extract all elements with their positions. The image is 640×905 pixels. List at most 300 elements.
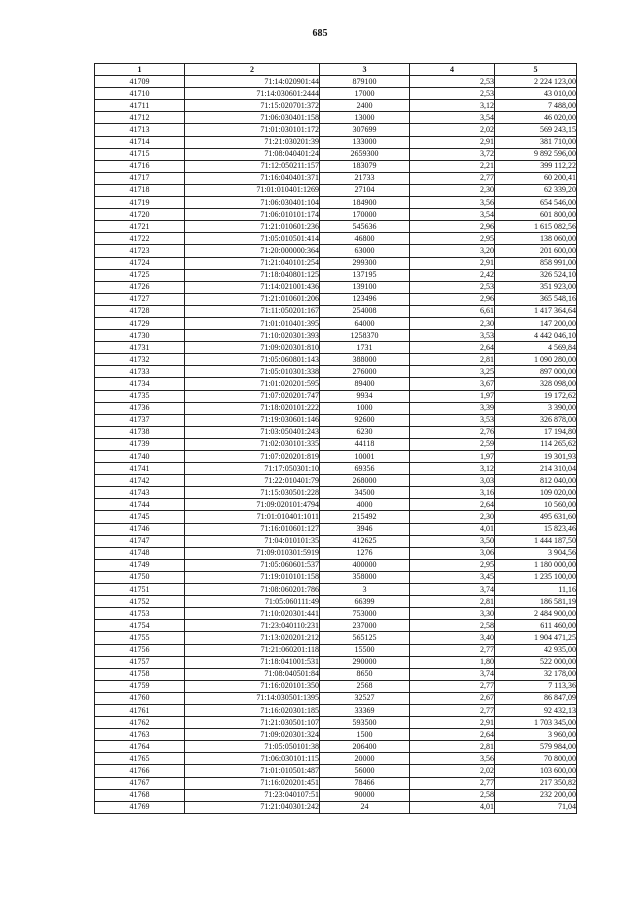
rate-cell: 2,77 (410, 172, 495, 184)
cadastral-value-cell: 812 040,00 (495, 475, 577, 487)
cadastral-value-cell: 611 460,00 (495, 620, 577, 632)
rate-cell: 2,95 (410, 559, 495, 571)
row-number-cell: 41730 (95, 330, 185, 342)
cadastral-value-cell: 11,16 (495, 584, 577, 596)
area-cell: 21733 (320, 172, 410, 184)
rate-cell: 2,58 (410, 620, 495, 632)
cadastral-number-cell: 71:19:010101:158 (185, 571, 320, 583)
cadastral-number-cell: 71:18:020101:222 (185, 402, 320, 414)
cadastral-number-cell: 71:09:020301:810 (185, 342, 320, 354)
table-row (95, 426, 577, 438)
column-header-2: 2 (185, 64, 320, 76)
cadastral-number-cell: 71:02:030101:335 (185, 438, 320, 450)
rate-cell: 1,80 (410, 656, 495, 668)
cadastral-number-cell: 71:01:010401:395 (185, 317, 320, 329)
cadastral-number-cell: 71:05:060111:49 (185, 596, 320, 608)
table-row (95, 523, 577, 535)
rate-cell: 3,74 (410, 584, 495, 596)
table-row (95, 172, 577, 184)
table-row (95, 221, 577, 233)
area-cell: 412625 (320, 535, 410, 547)
row-number-cell: 41741 (95, 463, 185, 475)
cadastral-number-cell: 71:23:040107:51 (185, 789, 320, 801)
area-cell: 69356 (320, 463, 410, 475)
cadastral-value-cell: 858 991,00 (495, 257, 577, 269)
row-number-cell: 41747 (95, 535, 185, 547)
cadastral-value-cell: 326 524,10 (495, 269, 577, 281)
cadastral-value-cell: 201 600,00 (495, 245, 577, 257)
cadastral-number-cell: 71:21:010601:206 (185, 293, 320, 305)
table-row (95, 88, 577, 100)
table-row (95, 571, 577, 583)
area-cell: 139100 (320, 281, 410, 293)
cadastral-value-cell: 1 703 345,00 (495, 717, 577, 729)
rate-cell: 3,20 (410, 245, 495, 257)
rate-cell: 1,97 (410, 390, 495, 402)
table-row (95, 584, 577, 596)
area-cell: 879100 (320, 76, 410, 88)
row-number-cell: 41769 (95, 801, 185, 813)
cadastral-number-cell: 71:10:020301:393 (185, 330, 320, 342)
row-number-cell: 41729 (95, 317, 185, 329)
area-cell: 545636 (320, 221, 410, 233)
rate-cell: 2,77 (410, 704, 495, 716)
cadastral-value-cell: 19 301,93 (495, 451, 577, 463)
row-number-cell: 41709 (95, 76, 185, 88)
table-row (95, 269, 577, 281)
rate-cell: 4,01 (410, 523, 495, 535)
area-cell: 565125 (320, 632, 410, 644)
rate-cell: 2,91 (410, 136, 495, 148)
cadastral-number-cell: 71:14:030601:2444 (185, 88, 320, 100)
table-row (95, 559, 577, 571)
table-row (95, 378, 577, 390)
area-cell: 66399 (320, 596, 410, 608)
table-row (95, 717, 577, 729)
cadastral-value-cell: 9 892 596,00 (495, 148, 577, 160)
cadastral-value-cell: 897 000,00 (495, 366, 577, 378)
rate-cell: 3,56 (410, 197, 495, 209)
cadastral-number-cell: 71:01:030101:172 (185, 124, 320, 136)
area-cell: 593500 (320, 717, 410, 729)
table-row (95, 197, 577, 209)
table-row (95, 463, 577, 475)
cadastral-number-cell: 71:01:010501:487 (185, 765, 320, 777)
rate-cell: 2,81 (410, 741, 495, 753)
rate-cell: 2,30 (410, 511, 495, 523)
table-row (95, 342, 577, 354)
rate-cell: 3,12 (410, 463, 495, 475)
table-row (95, 293, 577, 305)
area-cell: 20000 (320, 753, 410, 765)
area-cell: 64000 (320, 317, 410, 329)
table-row (95, 281, 577, 293)
cadastral-number-cell: 71:05:050101:38 (185, 741, 320, 753)
cadastral-number-cell: 71:20:000000:364 (185, 245, 320, 257)
row-number-cell: 41740 (95, 451, 185, 463)
area-cell: 184900 (320, 197, 410, 209)
row-number-cell: 41735 (95, 390, 185, 402)
table-row (95, 547, 577, 559)
table-row (95, 112, 577, 124)
rate-cell: 6,61 (410, 305, 495, 317)
area-cell: 254008 (320, 305, 410, 317)
rate-cell: 3,67 (410, 378, 495, 390)
area-cell: 1258370 (320, 330, 410, 342)
table-row (95, 354, 577, 366)
area-cell: 358000 (320, 571, 410, 583)
cadastral-number-cell: 71:22:010401:79 (185, 475, 320, 487)
area-cell: 32527 (320, 692, 410, 704)
area-cell: 1731 (320, 342, 410, 354)
table-row (95, 741, 577, 753)
row-number-cell: 41717 (95, 172, 185, 184)
table-row (95, 765, 577, 777)
cadastral-number-cell: 71:19:030601:146 (185, 414, 320, 426)
table-row (95, 402, 577, 414)
row-number-cell: 41757 (95, 656, 185, 668)
cadastral-value-cell: 92 432,13 (495, 704, 577, 716)
row-number-cell: 41758 (95, 668, 185, 680)
area-cell: 307699 (320, 124, 410, 136)
cadastral-number-cell: 71:21:040301:242 (185, 801, 320, 813)
rate-cell: 2,64 (410, 729, 495, 741)
row-number-cell: 41718 (95, 184, 185, 196)
cadastral-number-cell: 71:05:060801:143 (185, 354, 320, 366)
area-cell: 44118 (320, 438, 410, 450)
row-number-cell: 41731 (95, 342, 185, 354)
cadastral-value-cell: 1 904 471,25 (495, 632, 577, 644)
row-number-cell: 41746 (95, 523, 185, 535)
cadastral-value-cell: 3 390,00 (495, 402, 577, 414)
table-row (95, 680, 577, 692)
table-row (95, 753, 577, 765)
area-cell: 9934 (320, 390, 410, 402)
cadastral-number-cell: 71:09:020301:324 (185, 729, 320, 741)
cadastral-number-cell: 71:18:040801:125 (185, 269, 320, 281)
rate-cell: 3,40 (410, 632, 495, 644)
row-number-cell: 41756 (95, 644, 185, 656)
cadastral-number-cell: 71:15:020701:372 (185, 100, 320, 112)
area-cell: 3 (320, 584, 410, 596)
cadastral-value-cell: 3 960,00 (495, 729, 577, 741)
cadastral-number-cell: 71:14:020901:44 (185, 76, 320, 88)
cadastral-value-cell: 46 020,00 (495, 112, 577, 124)
cadastral-value-cell: 70 800,00 (495, 753, 577, 765)
table-row (95, 438, 577, 450)
cadastral-number-cell: 71:07:020201:819 (185, 451, 320, 463)
table-row (95, 608, 577, 620)
row-number-cell: 41716 (95, 160, 185, 172)
rate-cell: 2,02 (410, 124, 495, 136)
row-number-cell: 41765 (95, 753, 185, 765)
table-row (95, 257, 577, 269)
area-cell: 170000 (320, 209, 410, 221)
area-cell: 46800 (320, 233, 410, 245)
cadastral-number-cell: 71:16:040401:371 (185, 172, 320, 184)
cadastral-value-cell: 522 000,00 (495, 656, 577, 668)
cadastral-value-cell: 186 581,19 (495, 596, 577, 608)
cadastral-value-cell: 138 060,00 (495, 233, 577, 245)
area-cell: 78466 (320, 777, 410, 789)
table-row (95, 656, 577, 668)
area-cell: 92600 (320, 414, 410, 426)
area-cell: 268000 (320, 475, 410, 487)
table-row (95, 801, 577, 813)
column-header-1: 1 (95, 64, 185, 76)
cadastral-number-cell: 71:14:021001:436 (185, 281, 320, 293)
rate-cell: 3,25 (410, 366, 495, 378)
table-row (95, 596, 577, 608)
rate-cell: 3,74 (410, 668, 495, 680)
table-row (95, 789, 577, 801)
cadastral-value-cell: 217 350,82 (495, 777, 577, 789)
row-number-cell: 41728 (95, 305, 185, 317)
cadastral-number-cell: 71:01:020201:595 (185, 378, 320, 390)
row-number-cell: 41766 (95, 765, 185, 777)
row-number-cell: 41725 (95, 269, 185, 281)
area-cell: 13000 (320, 112, 410, 124)
row-number-cell: 41768 (95, 789, 185, 801)
rate-cell: 2,42 (410, 269, 495, 281)
row-number-cell: 41727 (95, 293, 185, 305)
cadastral-number-cell: 71:07:020201:747 (185, 390, 320, 402)
cadastral-value-cell: 4 569,84 (495, 342, 577, 354)
rate-cell: 3,53 (410, 330, 495, 342)
area-cell: 34500 (320, 487, 410, 499)
column-header-5: 5 (495, 64, 577, 76)
cadastral-value-cell: 495 631,60 (495, 511, 577, 523)
cadastral-value-cell: 7 113,36 (495, 680, 577, 692)
table-row (95, 499, 577, 511)
table-row (95, 305, 577, 317)
table-row (95, 124, 577, 136)
cadastral-number-cell: 71:05:060601:537 (185, 559, 320, 571)
cadastral-number-cell: 71:08:040501:84 (185, 668, 320, 680)
cadastral-number-cell: 71:06:010101:174 (185, 209, 320, 221)
table-row (95, 511, 577, 523)
row-number-cell: 41733 (95, 366, 185, 378)
row-number-cell: 41748 (95, 547, 185, 559)
area-cell: 400000 (320, 559, 410, 571)
area-cell: 90000 (320, 789, 410, 801)
area-cell: 10001 (320, 451, 410, 463)
row-number-cell: 41734 (95, 378, 185, 390)
row-number-cell: 41721 (95, 221, 185, 233)
rate-cell: 2,81 (410, 596, 495, 608)
rate-cell: 2,02 (410, 765, 495, 777)
row-number-cell: 41723 (95, 245, 185, 257)
row-number-cell: 41755 (95, 632, 185, 644)
cadastral-value-cell: 654 546,00 (495, 197, 577, 209)
area-cell: 24 (320, 801, 410, 813)
cadastral-number-cell: 71:11:050201:167 (185, 305, 320, 317)
row-number-cell: 41763 (95, 729, 185, 741)
cadastral-value-cell: 17 194,80 (495, 426, 577, 438)
rate-cell: 3,16 (410, 487, 495, 499)
row-number-cell: 41712 (95, 112, 185, 124)
area-cell: 8650 (320, 668, 410, 680)
rate-cell: 3,45 (410, 571, 495, 583)
area-cell: 27104 (320, 184, 410, 196)
cadastral-number-cell: 71:21:010601:236 (185, 221, 320, 233)
cadastral-number-cell: 71:17:050301:10 (185, 463, 320, 475)
cadastral-number-cell: 71:21:030501:107 (185, 717, 320, 729)
row-number-cell: 41752 (95, 596, 185, 608)
cadastral-value-cell: 1 090 280,00 (495, 354, 577, 366)
rate-cell: 3,54 (410, 112, 495, 124)
row-number-cell: 41713 (95, 124, 185, 136)
rate-cell: 2,59 (410, 438, 495, 450)
table-row (95, 76, 577, 88)
table-row (95, 692, 577, 704)
row-number-cell: 41738 (95, 426, 185, 438)
cadastral-value-cell: 1 444 187,50 (495, 535, 577, 547)
rate-cell: 2,58 (410, 789, 495, 801)
cadastral-number-cell: 71:21:060201:118 (185, 644, 320, 656)
cadastral-value-cell: 19 172,62 (495, 390, 577, 402)
rate-cell: 2,30 (410, 184, 495, 196)
column-header-3: 3 (320, 64, 410, 76)
area-cell: 33369 (320, 704, 410, 716)
cadastral-number-cell: 71:01:010401:1269 (185, 184, 320, 196)
cadastral-number-cell: 71:16:020301:185 (185, 704, 320, 716)
cadastral-value-cell: 42 935,00 (495, 644, 577, 656)
cadastral-number-cell: 71:16:020201:451 (185, 777, 320, 789)
row-number-cell: 41743 (95, 487, 185, 499)
table-row (95, 245, 577, 257)
cadastral-value-cell: 328 098,00 (495, 378, 577, 390)
row-number-cell: 41759 (95, 680, 185, 692)
row-number-cell: 41732 (95, 354, 185, 366)
rate-cell: 2,77 (410, 680, 495, 692)
area-cell: 237000 (320, 620, 410, 632)
table-row (95, 632, 577, 644)
rate-cell: 2,53 (410, 76, 495, 88)
row-number-cell: 41762 (95, 717, 185, 729)
cadastral-value-cell: 232 200,00 (495, 789, 577, 801)
area-cell: 17000 (320, 88, 410, 100)
rate-cell: 2,67 (410, 692, 495, 704)
row-number-cell: 41739 (95, 438, 185, 450)
cadastral-value-cell: 381 710,00 (495, 136, 577, 148)
cadastral-number-cell: 71:15:030501:228 (185, 487, 320, 499)
cadastral-number-cell: 71:06:030401:158 (185, 112, 320, 124)
area-cell: 206400 (320, 741, 410, 753)
cadastral-value-cell: 601 800,00 (495, 209, 577, 221)
cadastral-number-cell: 71:12:050211:157 (185, 160, 320, 172)
row-number-cell: 41726 (95, 281, 185, 293)
table-row (95, 330, 577, 342)
header-row (95, 64, 577, 76)
area-cell: 123496 (320, 293, 410, 305)
rate-cell: 2,21 (410, 160, 495, 172)
cadastral-number-cell: 71:05:010301:338 (185, 366, 320, 378)
area-cell: 2568 (320, 680, 410, 692)
table-row (95, 100, 577, 112)
rate-cell: 2,81 (410, 354, 495, 366)
cadastral-number-cell: 71:04:010101:35 (185, 535, 320, 547)
table-row (95, 777, 577, 789)
cadastral-number-cell: 71:23:040110:231 (185, 620, 320, 632)
table-row (95, 136, 577, 148)
row-number-cell: 41715 (95, 148, 185, 160)
cadastral-value-cell: 569 243,15 (495, 124, 577, 136)
cadastral-value-cell: 15 823,46 (495, 523, 577, 535)
table-row (95, 451, 577, 463)
table-row (95, 366, 577, 378)
table-row (95, 317, 577, 329)
area-cell: 63000 (320, 245, 410, 257)
row-number-cell: 41714 (95, 136, 185, 148)
area-cell: 56000 (320, 765, 410, 777)
cadastral-number-cell: 71:06:030101:115 (185, 753, 320, 765)
area-cell: 2659300 (320, 148, 410, 160)
table-row (95, 390, 577, 402)
rate-cell: 3,12 (410, 100, 495, 112)
rate-cell: 2,64 (410, 342, 495, 354)
area-cell: 3946 (320, 523, 410, 535)
rate-cell: 2,76 (410, 426, 495, 438)
table-row (95, 209, 577, 221)
table-row (95, 160, 577, 172)
cadastral-value-cell: 399 112,22 (495, 160, 577, 172)
row-number-cell: 41749 (95, 559, 185, 571)
cadastral-number-cell: 71:21:030201:39 (185, 136, 320, 148)
row-number-cell: 41767 (95, 777, 185, 789)
cadastral-value-cell: 214 310,04 (495, 463, 577, 475)
area-cell: 388000 (320, 354, 410, 366)
area-cell: 299300 (320, 257, 410, 269)
rate-cell: 2,77 (410, 644, 495, 656)
table-row (95, 644, 577, 656)
rate-cell: 3,50 (410, 535, 495, 547)
area-cell: 290000 (320, 656, 410, 668)
cadastral-value-cell: 1 417 364,64 (495, 305, 577, 317)
cadastral-number-cell: 71:05:010501:414 (185, 233, 320, 245)
row-number-cell: 41760 (95, 692, 185, 704)
cadastral-value-cell: 2 224 123,00 (495, 76, 577, 88)
cadastral-number-cell: 71:09:020101:4794 (185, 499, 320, 511)
rate-cell: 2,53 (410, 88, 495, 100)
cadastral-value-cell: 365 548,16 (495, 293, 577, 305)
rate-cell: 3,54 (410, 209, 495, 221)
table-row (95, 620, 577, 632)
row-number-cell: 41753 (95, 608, 185, 620)
rate-cell: 3,30 (410, 608, 495, 620)
cadastral-number-cell: 71:13:020201:212 (185, 632, 320, 644)
area-cell: 6230 (320, 426, 410, 438)
cadastral-value-cell: 43 010,00 (495, 88, 577, 100)
area-cell: 89400 (320, 378, 410, 390)
area-cell: 133000 (320, 136, 410, 148)
table-row (95, 414, 577, 426)
table-row (95, 704, 577, 716)
cadastral-value-cell: 1 235 100,00 (495, 571, 577, 583)
row-number-cell: 41724 (95, 257, 185, 269)
row-number-cell: 41711 (95, 100, 185, 112)
area-cell: 2400 (320, 100, 410, 112)
table-row (95, 233, 577, 245)
row-number-cell: 41751 (95, 584, 185, 596)
rate-cell: 2,64 (410, 499, 495, 511)
area-cell: 215492 (320, 511, 410, 523)
cadastral-number-cell: 71:14:030501:1395 (185, 692, 320, 704)
row-number-cell: 41719 (95, 197, 185, 209)
row-number-cell: 41764 (95, 741, 185, 753)
rate-cell: 2,95 (410, 233, 495, 245)
row-number-cell: 41722 (95, 233, 185, 245)
